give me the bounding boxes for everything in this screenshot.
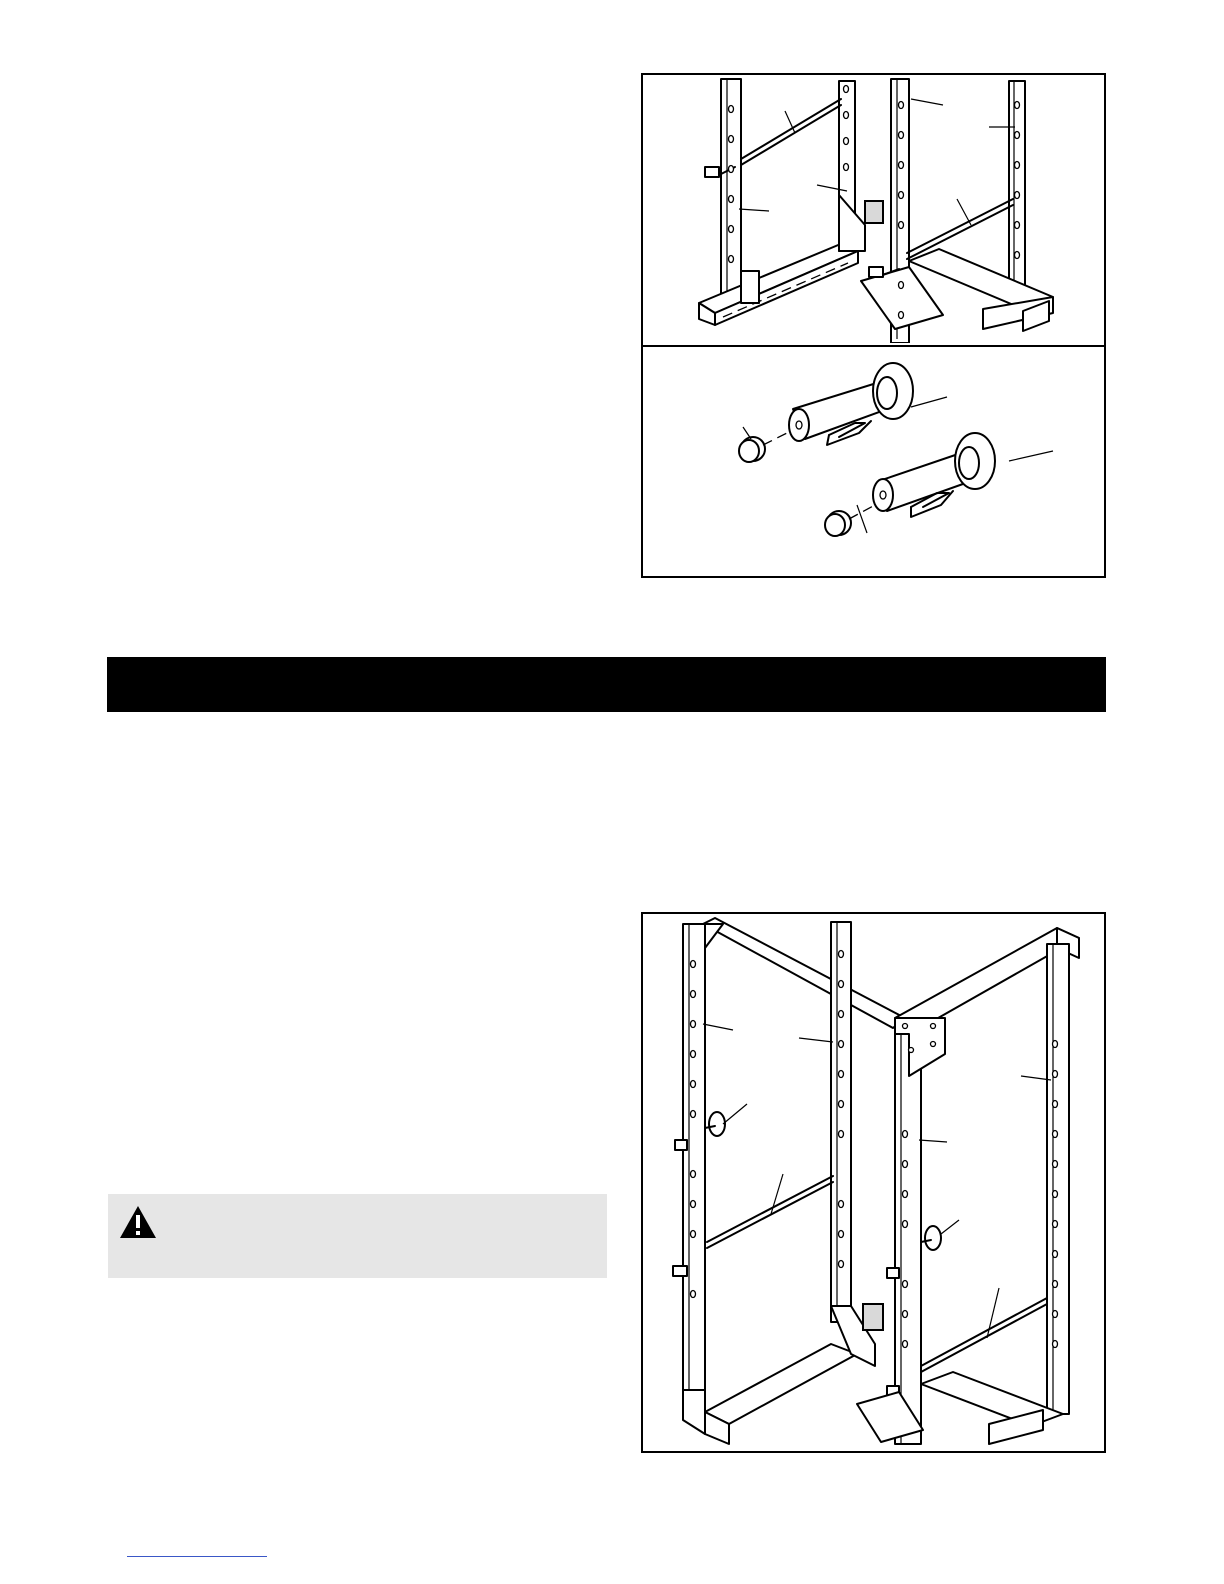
end-cap-lower xyxy=(825,505,875,536)
rack-diagram-upper xyxy=(643,75,1104,343)
warning-triangle-icon xyxy=(118,1204,158,1240)
figure-bottom xyxy=(641,912,1106,1453)
callout-leaders-full xyxy=(703,1024,1051,1338)
weight-horn-upper xyxy=(789,363,913,445)
figure-top xyxy=(641,73,1106,578)
weight-horn-lower xyxy=(873,433,995,517)
warning-box xyxy=(108,1194,607,1278)
weight-horn-diagram xyxy=(643,347,1104,577)
section-heading-bar xyxy=(107,657,1106,712)
rack-diagram-full xyxy=(643,914,1104,1451)
end-cap-upper xyxy=(739,431,791,462)
footer-rule xyxy=(127,1556,267,1557)
